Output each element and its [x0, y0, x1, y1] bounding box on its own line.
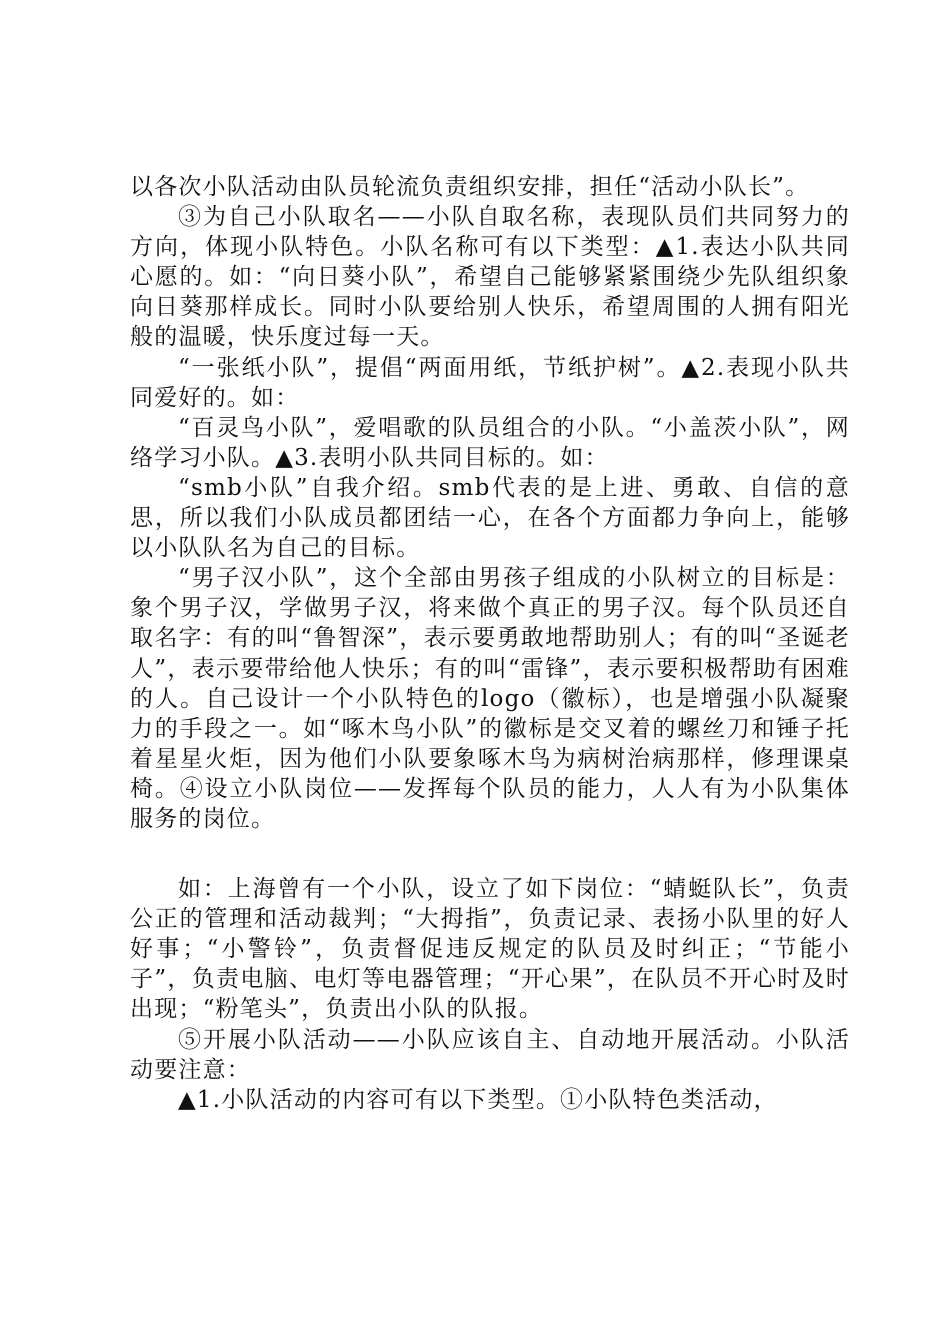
- paragraph: ③为自己小队取名——小队自取名称，表现队员们共同努力的方向，体现小队特色。小队名称可有以下类型：▲1.表达小队共同心愿的。如：“向日葵小队”，希望自己能够紧紧围绕少先队组织象向日葵那样成长。同时小队要给别人快乐，希望周围的人拥有阳光般的温暖，快乐度过每一天。: [130, 204, 850, 351]
- paragraph: “一张纸小队”，提倡“两面用纸，节纸护树”。▲2.表现小队共同爱好的。如：: [130, 354, 850, 411]
- paragraph: 如：上海曾有一个小队，设立了如下岗位：“蜻蜓队长”，负责公正的管理和活动裁判；“大拇指”，负责记录、表扬小队里的好人好事；“小警铃”，负责督促违反规定的队员及时纠正；“节能小子”，负责电脑、电灯等电器管理；“开心果”，在队员不开心时及时出现；“粉笔头”，负责出小队的队报。: [130, 876, 850, 1023]
- paragraph: “百灵鸟小队”，爱唱歌的队员组合的小队。“小盖茨小队”，网络学习小队。▲3.表明小队共同目标的。如：: [130, 414, 850, 471]
- paragraph-spacer: [130, 834, 850, 874]
- document-body: [130, 172, 850, 1115]
- paragraph: “smb小队”自我介绍。smb代表的是上进、勇敢、自信的意思，所以我们小队成员都团结一心，在各个方面都力争向上，能够以小队队名为自己的目标。: [130, 474, 850, 562]
- paragraph: ▲1.小队活动的内容可有以下类型。①小队特色类活动，: [178, 1086, 778, 1113]
- paragraph: “男子汉小队”，这个全部由男孩子组成的小队树立的目标是：象个男子汉，学做男子汉，将来做个真正的男子汉。每个队员还自取名字：有的叫“鲁智深”，表示要勇敢地帮助别人；有的叫“圣诞老人”，表示要带给他人快乐；有的叫“雷锋”，表示要积极帮助有困难的人。自己设计一个小队特色的logo（徽标），也是增强小队凝聚力的手段之一。如“啄木鸟小队”的徽标是交叉着的螺丝刀和锤子托着星星火炬，因为他们小队要象啄木鸟为病树治病那样，修理课桌椅。④设立小队岗位——发挥每个队员的能力，人人有为小队集体服务的岗位。: [130, 565, 850, 832]
- paragraph: ⑤开展小队活动——小队应该自主、自动地开展活动。小队活动要注意：: [130, 1026, 850, 1083]
- paragraph: 以各次小队活动由队员轮流负责组织安排，担任“活动小队长”。: [130, 174, 810, 200]
